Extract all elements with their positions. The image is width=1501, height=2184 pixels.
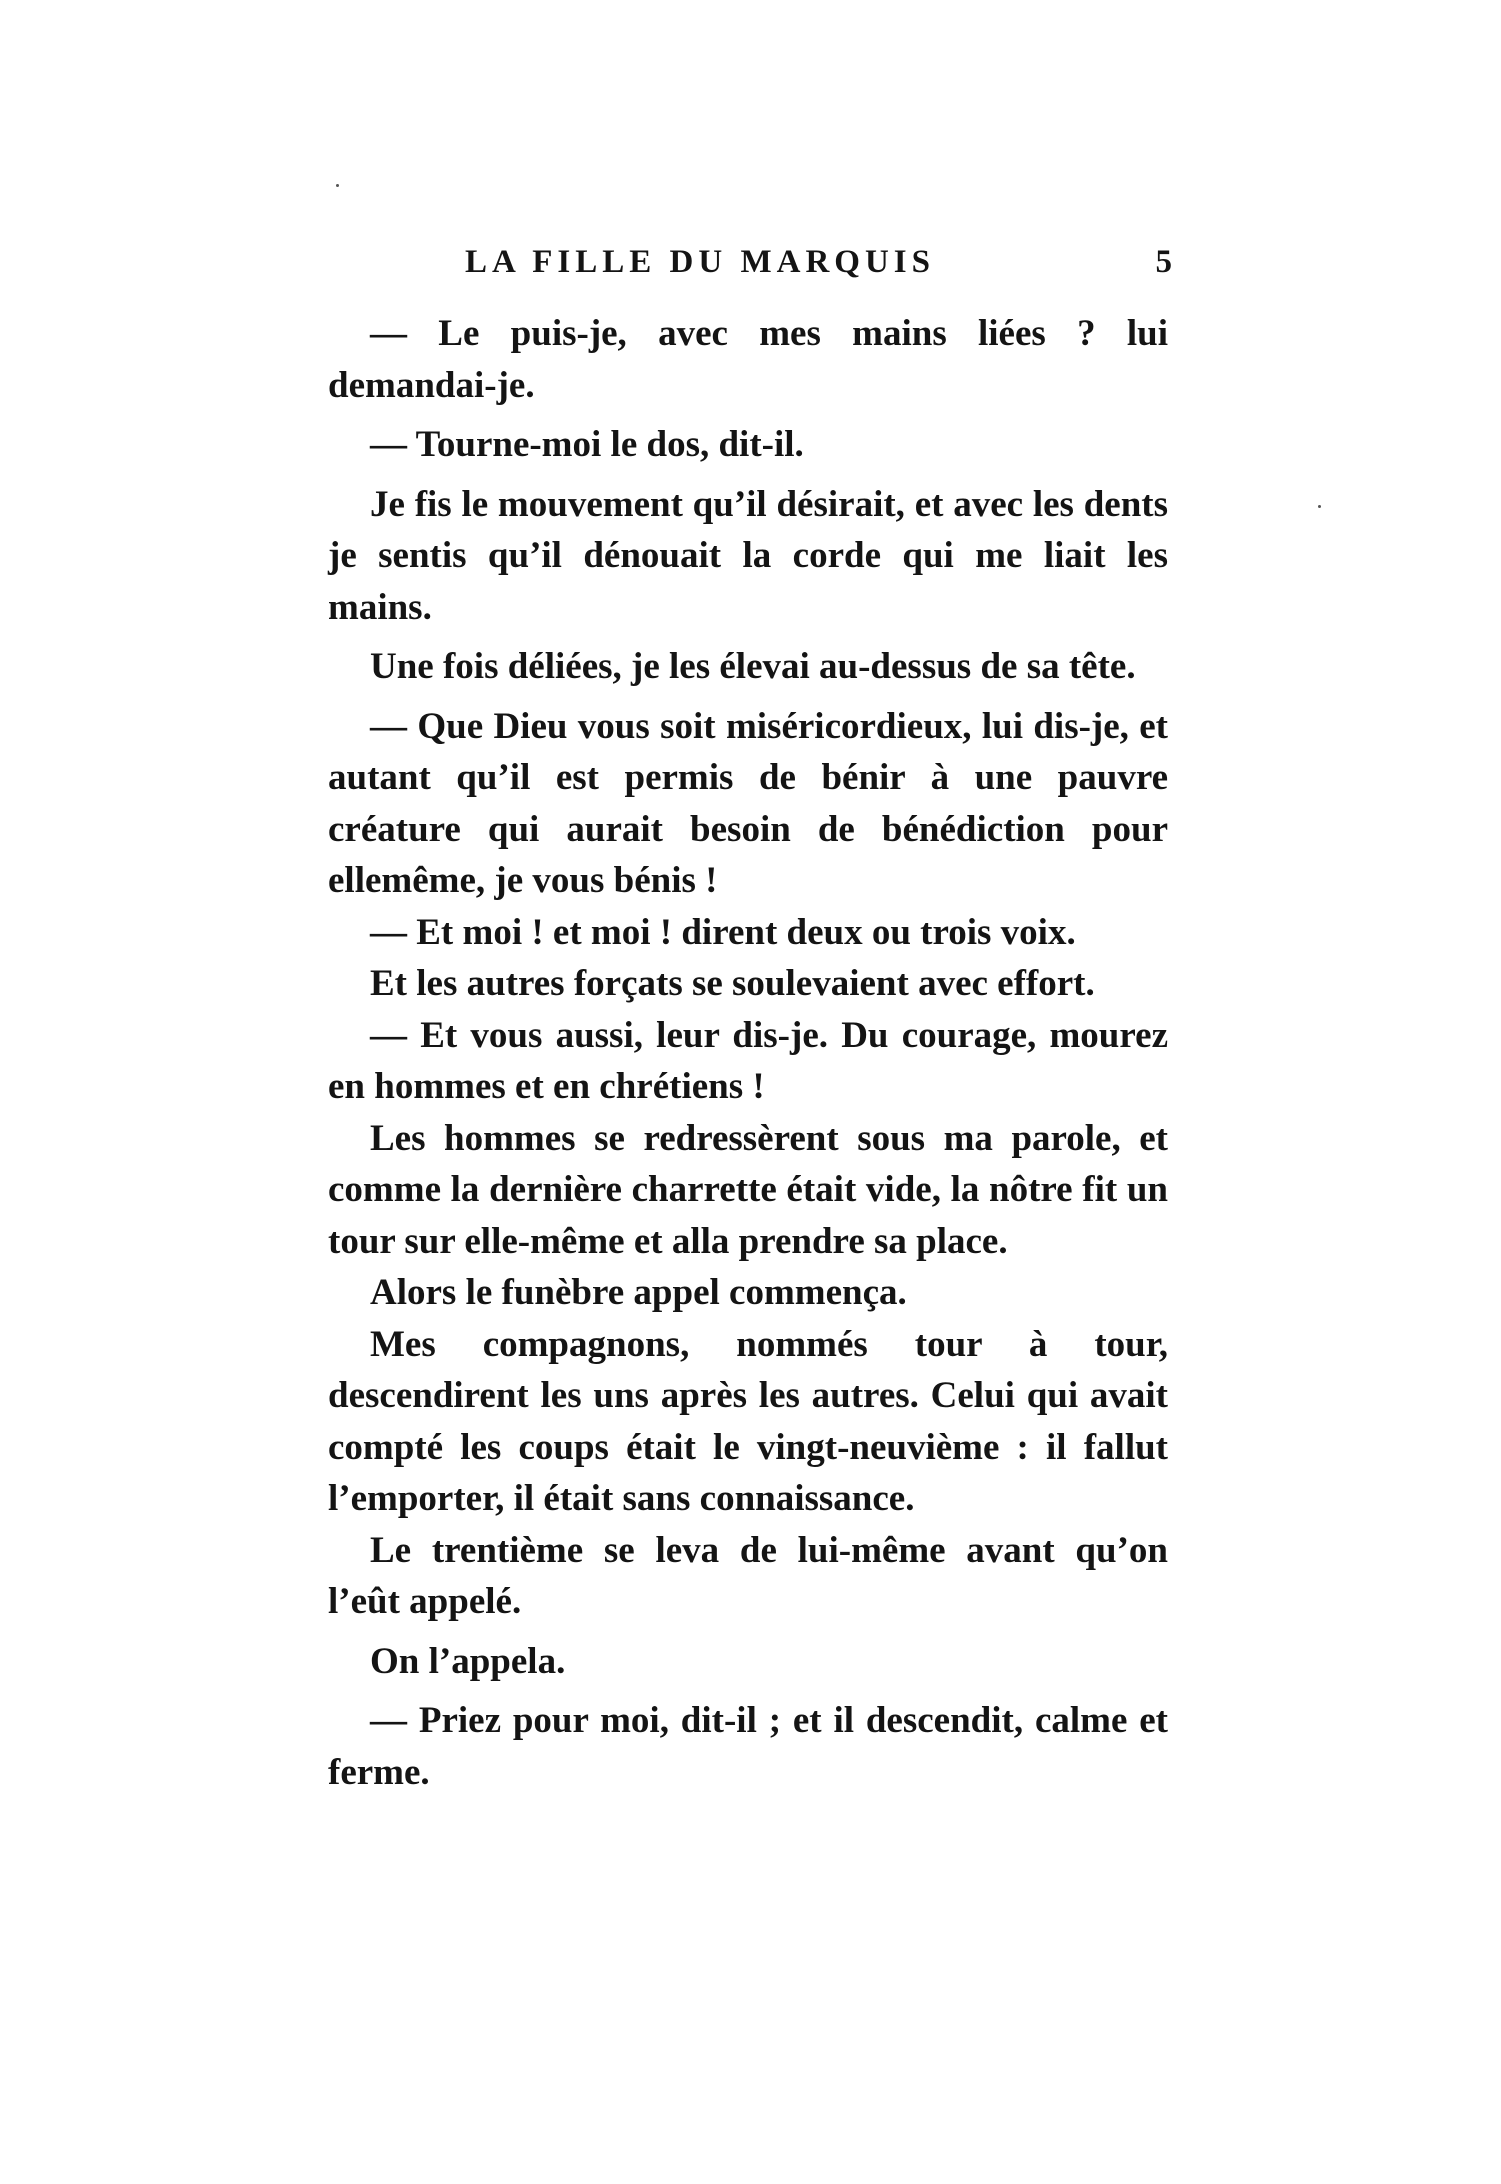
paragraph: — Et vous aussi, leur dis-je. Du courage, mourez en hommes et en chrétiens !	[328, 1014, 1168, 1107]
paragraph: Et les autres forçats se soulevaient avec effort.	[370, 963, 1095, 1004]
body-text	[328, 308, 1168, 1798]
paragraph: Mes compagnons, nommés tour à tour, descendirent les uns après les autres. Celui qui avait compté les coups était le vingt-neuvième : il fallut l’emporter, il était sans connaissance.	[328, 1323, 1168, 1519]
paragraph: On l’appela.	[370, 1640, 566, 1682]
page-header	[330, 244, 1180, 288]
paragraph: Les hommes se redressèrent sous ma parole, et comme la dernière charrette était vide, la nôtre fit un tour sur elle-même et alla prendre sa place.	[328, 1117, 1168, 1262]
paragraph: Alors le funèbre appel commença.	[370, 1272, 907, 1313]
paragraph: — Tourne-moi le dos, dit-il.	[370, 424, 804, 465]
paragraph: Le trentième se leva de lui-même avant qu’on l’eût appelé.	[328, 1529, 1168, 1622]
paragraph: — Que Dieu vous soit miséricordieux, lui dis-je, et autant qu’il est permis de bénir à une pauvre créature qui aurait besoin de bénédiction pour ellemême, je vous bénis !	[328, 705, 1168, 901]
paragraph: — Priez pour moi, dit-il ; et il descendit, calme et ferme.	[328, 1700, 1168, 1793]
paragraph: Une fois déliées, je les élevai au-dessus de sa tête.	[370, 646, 1136, 687]
print-speck	[336, 184, 339, 187]
page-number: 5	[1155, 244, 1172, 280]
paragraph: — Et moi ! et moi ! dirent deux ou trois voix.	[370, 911, 1076, 953]
print-speck	[1318, 505, 1321, 508]
paragraph: Je fis le mouvement qu’il désirait, et avec les dents je sentis qu’il dénouait la corde qui me liait les mains.	[328, 483, 1168, 628]
paragraph: — Le puis-je, avec mes mains liées ? lui demandai-je.	[328, 313, 1168, 406]
running-title: LA FILLE DU MARQUIS	[465, 244, 935, 280]
